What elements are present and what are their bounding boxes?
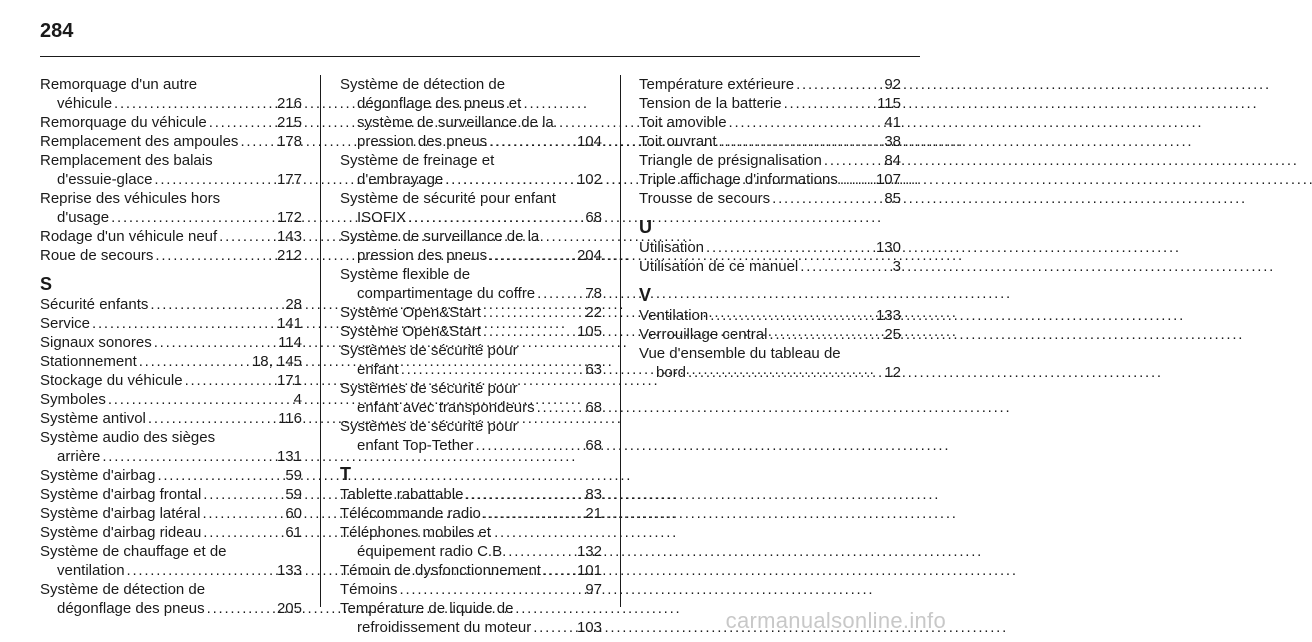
index-entry-text: Système audio des sièges <box>40 429 216 446</box>
dot-leader <box>400 580 584 599</box>
index-page-ref[interactable]: 38 <box>884 133 901 150</box>
index-entry[interactable] <box>40 390 302 409</box>
index-entry-text: Toit ouvrant <box>639 133 717 150</box>
index-page-ref[interactable]: 104 <box>576 133 602 150</box>
index-entry[interactable] <box>40 352 302 371</box>
index-page-ref[interactable]: 28 <box>285 296 302 313</box>
dot-leader <box>219 227 275 246</box>
index-entry[interactable] <box>340 417 602 455</box>
index-letter-heading: V <box>639 285 652 305</box>
dot-leader <box>543 561 575 580</box>
index-entry-text: pression des pneus <box>357 133 488 150</box>
index-entry-text: Système de freinage et <box>340 152 495 169</box>
index-entry[interactable] <box>340 485 602 504</box>
index-entry-text: Systèmes de sécurité pour <box>340 418 518 435</box>
index-entry[interactable] <box>639 170 901 189</box>
index-entry-text: Trousse de secours <box>639 190 771 207</box>
index-entry-text: Triple affichage d'informations <box>639 171 838 188</box>
index-entry-text: Système de surveillance de la <box>340 228 540 245</box>
dot-leader <box>706 238 874 257</box>
index-page-ref[interactable]: 141 <box>276 315 302 332</box>
index-page-ref[interactable]: 172 <box>276 209 302 226</box>
index-entry[interactable] <box>40 428 302 466</box>
dot-leader <box>92 314 275 333</box>
index-page-ref[interactable]: 68 <box>585 209 602 226</box>
dot-leader <box>769 325 882 344</box>
index-page-ref[interactable]: 133 <box>276 562 302 579</box>
index-entry-text: Système d'airbag rideau <box>40 524 202 541</box>
index-entry-text: Système Open&Start <box>340 304 481 321</box>
dot-leader <box>489 246 575 265</box>
index-entry[interactable] <box>40 580 302 618</box>
dot-leader <box>203 523 283 542</box>
index-column-3 <box>639 75 901 382</box>
index-entry[interactable] <box>40 542 302 580</box>
index-page-ref[interactable]: 215 <box>276 114 302 131</box>
index-entry-text: Ventilation <box>639 307 709 324</box>
index-entry-text: dégonflage des pneus et <box>357 95 522 112</box>
dot-leader <box>784 94 875 113</box>
index-page-ref[interactable]: 25 <box>884 326 901 343</box>
index-entry-text: pression des pneus <box>357 247 488 264</box>
index-page-ref[interactable]: 205 <box>276 600 302 617</box>
index-letter-heading: S <box>40 274 53 294</box>
dot-leader <box>155 246 275 265</box>
index-entry-text: Système de détection de <box>340 76 506 93</box>
index-page-ref[interactable]: 61 <box>285 524 302 541</box>
index-entry-text: d'embrayage <box>357 171 444 188</box>
index-entry[interactable] <box>340 504 602 523</box>
dot-leader <box>537 284 583 303</box>
index-entry-text: ventilation <box>57 562 125 579</box>
index-entry-text: Remorquage d'un autre <box>40 76 198 93</box>
index-entry[interactable] <box>40 485 302 504</box>
index-entry[interactable] <box>40 189 302 227</box>
header-rule <box>40 56 920 57</box>
index-entry[interactable] <box>340 265 602 303</box>
page-number: 284 <box>40 20 74 42</box>
dot-leader <box>533 618 575 637</box>
index-page-ref[interactable]: 132 <box>576 543 602 560</box>
index-entry-text: Système de sécurité pour enfant <box>340 190 556 207</box>
index-page-ref[interactable]: 178 <box>276 133 302 150</box>
index-entry-text: d'usage <box>57 209 110 226</box>
index-entry-text: véhicule <box>57 95 113 112</box>
index-page-ref[interactable]: 216 <box>276 95 302 112</box>
index-page-ref[interactable]: 204 <box>576 247 602 264</box>
index-entry[interactable] <box>40 314 302 333</box>
index-entry[interactable] <box>639 132 901 151</box>
dot-leader <box>240 132 275 151</box>
index-letter-heading: T <box>340 464 351 484</box>
index-entry-text: bord <box>656 364 687 381</box>
index-entry-text: enfant avec transpondeurs <box>357 399 535 416</box>
index-entry-text: Systèmes de sécurité pour <box>340 380 518 397</box>
index-entry-text: Température extérieure <box>639 76 795 93</box>
index-entry[interactable] <box>40 151 302 189</box>
dot-leader <box>202 504 283 523</box>
index-entry-text: Témoin de dysfonctionnement <box>340 562 541 579</box>
index-entry-text: Stationnement <box>40 353 137 370</box>
index-page-ref[interactable]: 60 <box>285 505 302 522</box>
dot-leader <box>154 170 275 189</box>
index-page-ref[interactable]: 41 <box>884 114 901 131</box>
index-entry[interactable] <box>639 257 901 276</box>
dot-leader <box>139 352 250 371</box>
index-entry-text: enfant Top-Tether <box>357 437 474 454</box>
index-page-ref[interactable]: 103 <box>576 619 602 636</box>
index-entry[interactable] <box>340 322 602 341</box>
index-entry[interactable] <box>639 113 901 132</box>
dot-leader <box>408 208 583 227</box>
index-entry-text: Tablette rabattable <box>340 486 464 503</box>
index-page-ref[interactable]: 83 <box>585 486 602 503</box>
index-entry-text: Tension de la batterie <box>639 95 782 112</box>
dot-leader <box>772 189 882 208</box>
index-entry-text: Système antivol <box>40 410 146 427</box>
dot-leader <box>483 504 583 523</box>
index-entry-text: Remorquage du véhicule <box>40 114 207 131</box>
index-page-ref[interactable]: 92 <box>884 76 901 93</box>
index-entry[interactable] <box>40 409 302 428</box>
index-entry[interactable] <box>639 344 901 382</box>
watermark: carmanualsonline.info <box>725 608 946 633</box>
index-entry-text: Roue de secours <box>40 247 154 264</box>
index-entry[interactable] <box>40 504 302 523</box>
index-page-ref[interactable]: 59 <box>285 486 302 503</box>
index-entry[interactable] <box>40 113 302 132</box>
index-entry-text: Stockage du véhicule <box>40 372 183 389</box>
index-entry[interactable] <box>40 333 302 352</box>
index-entry-text: Vue d'ensemble du tableau de <box>639 345 841 362</box>
index-page-ref[interactable]: 114 <box>278 334 302 351</box>
index-entry[interactable] <box>40 246 302 265</box>
dot-leader <box>465 485 583 504</box>
index-page-ref[interactable]: 84 <box>884 152 901 169</box>
index-entry-text: Rodage d'un véhicule neuf <box>40 228 218 245</box>
index-page-ref[interactable]: 115 <box>877 95 901 112</box>
index-entry-text: Sécurité enfants <box>40 296 149 313</box>
index-entry-text: Système d'airbag frontal <box>40 486 202 503</box>
index-entry-text: d'essuie-glace <box>57 171 153 188</box>
index-entry-text: Télécommande radio <box>340 505 481 522</box>
index-page-ref[interactable]: 4 <box>293 391 302 408</box>
index-entry-text: Téléphones mobiles et <box>340 524 491 541</box>
index-entry[interactable] <box>340 151 602 189</box>
index-entry-text: Système flexible de <box>340 266 471 283</box>
dot-leader <box>445 170 575 189</box>
dot-leader <box>719 132 883 151</box>
index-entry[interactable] <box>40 227 302 246</box>
index-entry-text: refroidissement du moteur <box>357 619 532 636</box>
dot-leader <box>688 363 882 382</box>
dot-leader <box>489 132 575 151</box>
dot-leader <box>108 390 292 409</box>
index-entry[interactable] <box>340 75 602 151</box>
index-page-ref[interactable]: 101 <box>576 562 602 579</box>
index-page-ref[interactable]: 78 <box>585 285 602 302</box>
dot-leader <box>203 485 283 504</box>
index-entry[interactable] <box>639 189 901 208</box>
index-entry[interactable] <box>40 466 302 485</box>
index-entry-text: équipement radio C.B. <box>357 543 507 560</box>
index-page-ref[interactable]: 133 <box>875 307 901 324</box>
index-page-ref[interactable]: 68 <box>585 437 602 454</box>
index-page-ref[interactable]: 22 <box>585 304 602 321</box>
index-entry-text: ISOFIX <box>357 209 407 226</box>
index-entry-text: Toit amovible <box>639 114 727 131</box>
dot-leader <box>508 542 575 561</box>
index-entry[interactable] <box>639 94 901 113</box>
dot-leader <box>148 409 276 428</box>
index-entry[interactable] <box>40 295 302 314</box>
dot-leader <box>401 360 584 379</box>
index-entry[interactable] <box>639 151 901 170</box>
index-entry[interactable] <box>40 371 302 390</box>
dot-leader <box>710 306 874 325</box>
index-entry[interactable] <box>639 238 901 257</box>
index-page-ref[interactable]: 3 <box>892 258 901 275</box>
index-column-2 <box>340 75 602 637</box>
dot-leader <box>102 447 275 466</box>
index-entry-text: Système Open&Start <box>340 323 481 340</box>
dot-leader <box>209 113 275 132</box>
index-entry[interactable] <box>340 523 602 561</box>
index-entry-text: Service <box>40 315 91 332</box>
index-page-ref[interactable]: 130 <box>875 239 901 256</box>
index-entry[interactable] <box>639 325 901 344</box>
index-entry[interactable] <box>40 523 302 542</box>
index-entry-text: Triangle de présignalisation <box>639 152 822 169</box>
index-page-ref[interactable]: 21 <box>585 505 602 522</box>
index-entry-text: Reprise des véhicules hors <box>40 190 221 207</box>
index-letter-heading: U <box>639 217 652 237</box>
index-entry-text: Température de liquide de <box>340 600 514 617</box>
index-entry-text: système de surveillance de la <box>357 114 554 131</box>
dot-leader <box>800 257 890 276</box>
index-entry-text: Utilisation <box>639 239 705 256</box>
dot-leader <box>483 322 575 341</box>
index-entry-text: Verrouillage central <box>639 326 768 343</box>
dot-leader <box>840 170 874 189</box>
index-entry[interactable] <box>340 580 602 599</box>
index-page-ref[interactable]: 143 <box>276 228 302 245</box>
index-page-ref[interactable]: 97 <box>585 581 602 598</box>
index-entry[interactable] <box>340 561 602 580</box>
dot-leader <box>824 151 882 170</box>
dot-leader <box>111 208 275 227</box>
index-page-ref[interactable]: 177 <box>276 171 302 188</box>
index-page-ref[interactable]: 59 <box>285 467 302 484</box>
index-page-ref[interactable]: 116 <box>278 410 302 427</box>
dot-leader <box>185 371 275 390</box>
column-divider-2 <box>620 75 621 607</box>
index-page-ref[interactable]: 18, 145 <box>251 353 302 370</box>
index-entry-text: arrière <box>57 448 101 465</box>
index-entry-text: Système de chauffage et de <box>40 543 227 560</box>
index-page-ref[interactable]: 105 <box>576 323 602 340</box>
dot-leader <box>157 466 283 485</box>
index-column-1 <box>40 75 302 618</box>
index-page-ref[interactable]: 102 <box>576 171 602 188</box>
index-entry[interactable] <box>340 227 602 265</box>
index-entry[interactable] <box>340 341 602 379</box>
index-entry-text: Témoins <box>340 581 398 598</box>
index-entry[interactable] <box>340 189 602 227</box>
index-entry-text: Remplacement des balais <box>40 152 213 169</box>
index-entry[interactable] <box>340 303 602 322</box>
dot-leader <box>537 398 584 417</box>
dot-leader <box>154 333 276 352</box>
dot-leader <box>150 295 283 314</box>
index-entry[interactable] <box>639 75 901 94</box>
index-entry-text: Systèmes de sécurité pour <box>340 342 518 359</box>
index-entry-text: Système d'airbag <box>40 467 156 484</box>
index-page-ref[interactable]: 63 <box>585 361 602 378</box>
index-entry-text: Système de détection de <box>40 581 206 598</box>
index-entry[interactable] <box>40 75 302 113</box>
index-entry-text: Signaux sonores <box>40 334 152 351</box>
index-entry-text: enfant <box>357 361 399 378</box>
index-page-ref[interactable]: 171 <box>276 372 302 389</box>
index-entry-text: Utilisation de ce manuel <box>639 258 799 275</box>
index-page-ref[interactable]: 68 <box>585 399 602 416</box>
dot-leader <box>207 599 275 618</box>
index-page-ref[interactable]: 212 <box>276 247 302 264</box>
index-page-ref[interactable]: 107 <box>875 171 901 188</box>
index-page-ref[interactable]: 131 <box>276 448 302 465</box>
index-entry-text: dégonflage des pneus <box>57 600 205 617</box>
index-entry[interactable] <box>340 599 602 637</box>
column-divider-1 <box>320 75 321 607</box>
index-entry[interactable] <box>639 306 901 325</box>
index-page-ref[interactable]: 12 <box>884 364 901 381</box>
index-entry-text: Symboles <box>40 391 106 408</box>
index-entry-text: Système d'airbag latéral <box>40 505 201 522</box>
dot-leader <box>475 436 583 455</box>
index-page-ref[interactable]: 85 <box>884 190 901 207</box>
dot-leader <box>796 75 882 94</box>
dot-leader <box>729 113 883 132</box>
index-entry[interactable] <box>40 132 302 151</box>
dot-leader <box>127 561 275 580</box>
index-entry-text: compartimentage du coffre <box>357 285 536 302</box>
dot-leader <box>483 303 583 322</box>
index-entry-text: Remplacement des ampoules <box>40 133 239 150</box>
index-entry[interactable] <box>340 379 602 417</box>
dot-leader <box>114 94 275 113</box>
